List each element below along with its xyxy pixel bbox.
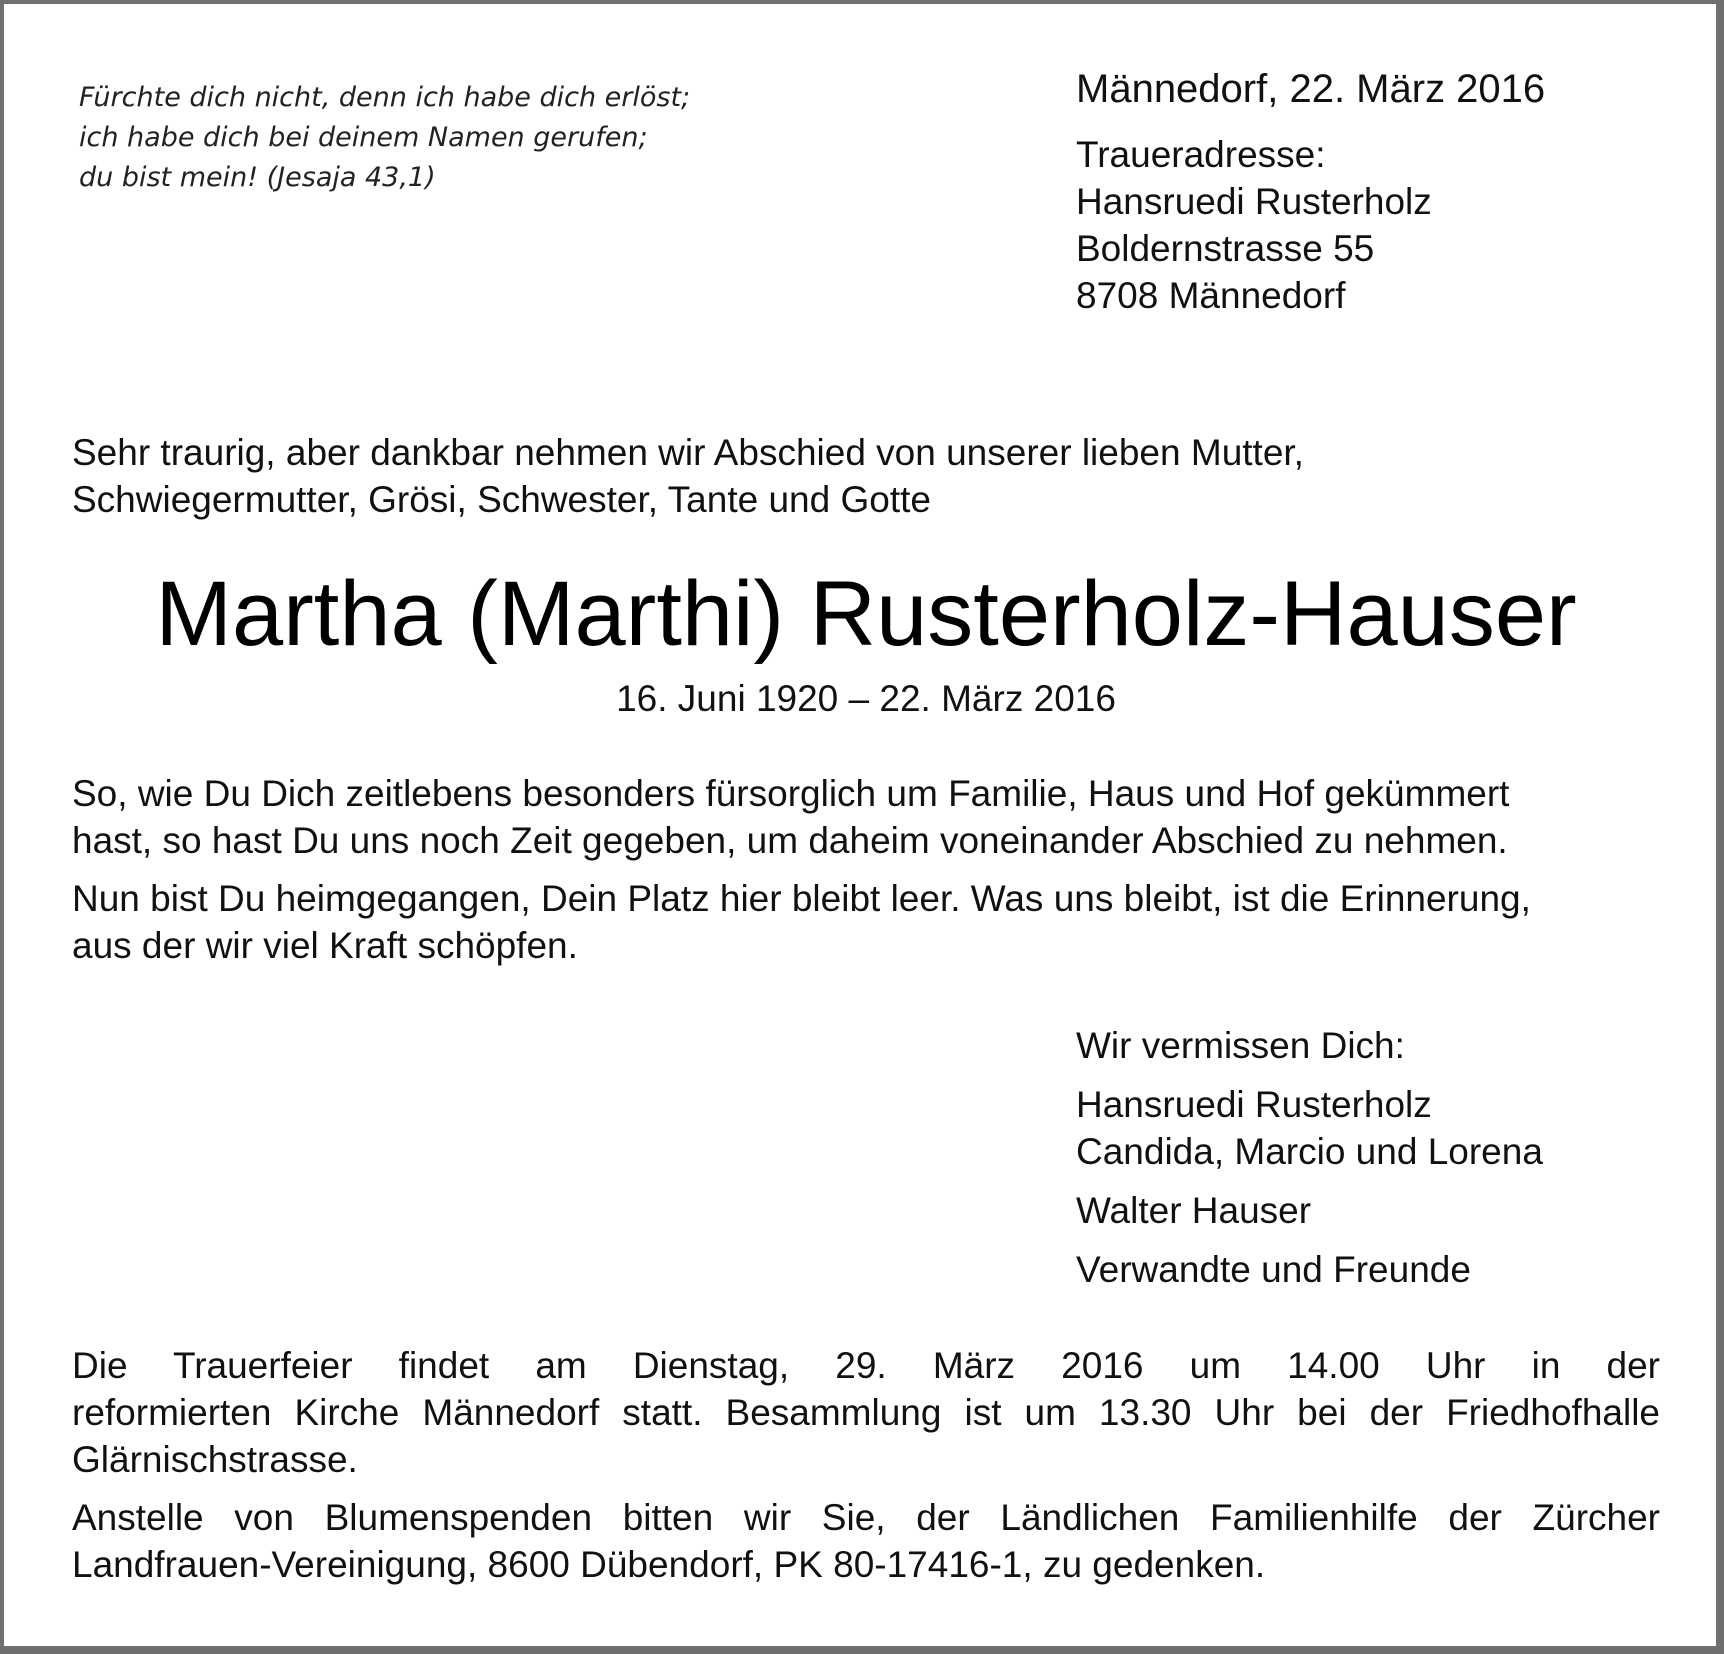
verse-line: Fürchte dich nicht, denn ich habe dich erlöst; xyxy=(79,82,691,113)
paragraph-care xyxy=(72,770,1672,864)
notice-line: Anstelle von Blumenspenden bitten wir Sie, der Ländlichen Familienhilfe der Zürcher xyxy=(72,1497,1660,1538)
address-city: 8708 Männedorf xyxy=(1076,275,1346,316)
paragraph-memory xyxy=(72,875,1672,969)
paragraph-line: So, wie Du Dich zeitlebens besonders fürsorglich um Familie, Haus und Hof gekümmert xyxy=(72,773,1510,814)
deceased-name: Martha (Marthi) Rusterholz-Hauser xyxy=(155,563,1577,665)
life-dates: 16. Juni 1920 – 22. März 2016 xyxy=(616,678,1116,719)
paragraph-line: Nun bist Du heimgegangen, Dein Platz hier bleibt leer. Was uns bleibt, ist die Erinnerung, xyxy=(72,878,1531,919)
paragraph-line: hast, so hast Du uns noch Zeit gegeben, um daheim voneinander Abschied zu nehmen. xyxy=(72,820,1508,861)
notice-line: Landfrauen-Vereinigung, 8600 Dübendorf, PK 80-17416-1, zu gedenken. xyxy=(72,1544,1266,1585)
notice-line: reformierten Kirche Männedorf statt. Besammlung ist um 13.30 Uhr bei der Friedhofhalle xyxy=(72,1392,1660,1433)
mourners-heading: Wir vermissen Dich: xyxy=(1076,1025,1405,1066)
mourner-name: Hansruedi Rusterholz xyxy=(1076,1084,1432,1125)
mourners-list xyxy=(1076,1022,1543,1293)
verse-line: du bist mein! (Jesaja 43,1) xyxy=(79,162,436,193)
place-date: Männedorf, 22. März 2016 xyxy=(1076,67,1546,111)
address-name: Hansruedi Rusterholz xyxy=(1076,181,1432,222)
intro-line: Sehr traurig, aber dankbar nehmen wir Abschied von unserer lieben Mutter, xyxy=(72,432,1304,473)
address-street: Boldernstrasse 55 xyxy=(1076,228,1375,269)
intro-text xyxy=(72,429,1662,523)
notice-line: Die Trauerfeier findet am Dienstag, 29. März 2016 um 14.00 Uhr in der xyxy=(72,1345,1660,1386)
verse-line: ich habe dich bei deinem Namen gerufen; xyxy=(79,122,648,153)
mourner-name: Walter Hauser xyxy=(1076,1190,1312,1231)
intro-line: Schwiegermutter, Grösi, Schwester, Tante und Gotte xyxy=(72,479,931,520)
bible-verse xyxy=(79,78,690,198)
paragraph-line: aus der wir viel Kraft schöpfen. xyxy=(72,925,578,966)
mourning-address xyxy=(1076,131,1432,319)
notice-line: Glärnischstrasse. xyxy=(72,1439,358,1480)
address-label: Traueradresse: xyxy=(1076,134,1326,175)
donation-notice xyxy=(72,1494,1660,1588)
ceremony-notice xyxy=(72,1342,1660,1483)
mourner-name: Candida, Marcio und Lorena xyxy=(1076,1131,1543,1172)
mourner-name: Verwandte und Freunde xyxy=(1076,1249,1471,1290)
